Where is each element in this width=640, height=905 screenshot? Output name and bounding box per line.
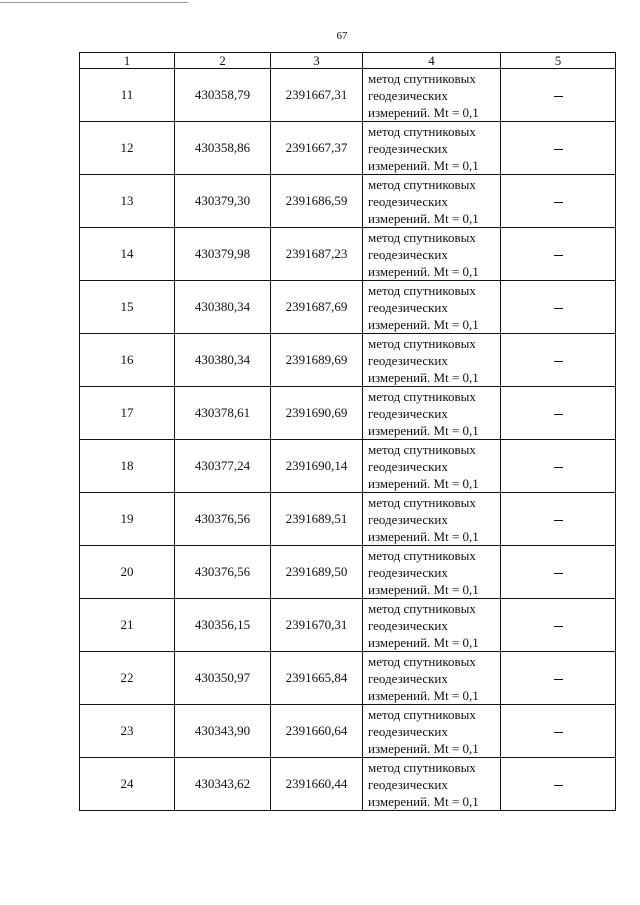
method-line-2: геодезических [368,246,448,262]
y-coordinate-cell: 2391687,23 [271,228,363,281]
method-line-3: измерений. Mt = 0,1 [368,740,479,756]
method-line-2: геодезических [368,670,448,686]
x-coordinate-cell: 430378,61 [175,387,271,440]
y-coordinate-cell: 2391660,44 [271,758,363,811]
dash-mark [554,520,563,521]
method-line-1: метод спутниковых [368,388,476,404]
method-line-3: измерений. Mt = 0,1 [368,157,479,173]
x-coordinate-cell: 430380,34 [175,334,271,387]
dash-mark [554,573,563,574]
column-5-cell [501,175,616,228]
column-5-cell [501,69,616,122]
method-line-1: метод спутниковых [368,494,476,510]
method-cell [363,228,501,281]
method-line-1: метод спутниковых [368,123,476,139]
column-5-cell [501,228,616,281]
method-cell [363,652,501,705]
column-5-cell [501,387,616,440]
column-5-cell [501,281,616,334]
point-number-cell: 11 [80,69,175,122]
x-coordinate-cell: 430379,98 [175,228,271,281]
method-line-3: измерений. Mt = 0,1 [368,634,479,650]
x-coordinate-cell: 430380,34 [175,281,271,334]
method-line-3: измерений. Mt = 0,1 [368,369,479,385]
y-coordinate-cell: 2391665,84 [271,652,363,705]
table-row [80,69,616,122]
method-line-1: метод спутниковых [368,229,476,245]
method-line-1: метод спутниковых [368,70,476,86]
point-number-cell: 15 [80,281,175,334]
method-line-1: метод спутниковых [368,335,476,351]
method-line-2: геодезических [368,564,448,580]
method-line-1: метод спутниковых [368,653,476,669]
method-line-1: метод спутниковых [368,282,476,298]
dash-mark [554,308,563,309]
table-row [80,493,616,546]
y-coordinate-cell: 2391686,59 [271,175,363,228]
column-header-4: 4 [363,53,501,69]
column-header-3: 3 [271,53,363,69]
column-header-5: 5 [501,53,616,69]
y-coordinate-cell: 2391687,69 [271,281,363,334]
method-line-3: измерений. Mt = 0,1 [368,263,479,279]
y-coordinate-cell: 2391660,64 [271,705,363,758]
x-coordinate-cell: 430376,56 [175,493,271,546]
table-row [80,705,616,758]
point-number-cell: 16 [80,334,175,387]
header-rule [0,2,188,3]
column-header-2: 2 [175,53,271,69]
method-cell [363,334,501,387]
header-row [80,53,616,69]
x-coordinate-cell: 430343,90 [175,705,271,758]
point-number-cell: 21 [80,599,175,652]
method-line-3: измерений. Mt = 0,1 [368,528,479,544]
table-row [80,758,616,811]
method-line-1: метод спутниковых [368,759,476,775]
method-cell [363,599,501,652]
point-number-cell: 13 [80,175,175,228]
column-5-cell [501,758,616,811]
method-line-2: геодезических [368,352,448,368]
method-line-2: геодезических [368,193,448,209]
y-coordinate-cell: 2391689,51 [271,493,363,546]
method-cell [363,387,501,440]
table-header [80,53,616,69]
method-cell [363,546,501,599]
y-coordinate-cell: 2391689,50 [271,546,363,599]
dash-mark [554,467,563,468]
table-row [80,122,616,175]
dash-mark [554,414,563,415]
column-5-cell [501,652,616,705]
method-line-2: геодезических [368,723,448,739]
column-5-cell [501,546,616,599]
point-number-cell: 17 [80,387,175,440]
method-line-3: измерений. Mt = 0,1 [368,475,479,491]
point-number-cell: 23 [80,705,175,758]
column-5-cell [501,122,616,175]
dash-mark [554,202,563,203]
column-5-cell [501,493,616,546]
x-coordinate-cell: 430377,24 [175,440,271,493]
x-coordinate-cell: 430356,15 [175,599,271,652]
method-cell [363,440,501,493]
y-coordinate-cell: 2391670,31 [271,599,363,652]
method-line-2: геодезических [368,511,448,527]
method-line-3: измерений. Mt = 0,1 [368,104,479,120]
dash-mark [554,785,563,786]
method-line-3: измерений. Mt = 0,1 [368,316,479,332]
coordinates-table [79,52,616,811]
y-coordinate-cell: 2391667,31 [271,69,363,122]
column-5-cell [501,440,616,493]
method-cell [363,122,501,175]
method-cell [363,758,501,811]
method-line-3: измерений. Mt = 0,1 [368,422,479,438]
column-5-cell [501,705,616,758]
dash-mark [554,732,563,733]
method-cell [363,175,501,228]
point-number-cell: 12 [80,122,175,175]
method-cell [363,493,501,546]
method-line-3: измерений. Mt = 0,1 [368,210,479,226]
table-row [80,546,616,599]
table-row [80,652,616,705]
y-coordinate-cell: 2391690,14 [271,440,363,493]
point-number-cell: 24 [80,758,175,811]
point-number-cell: 22 [80,652,175,705]
method-line-2: геодезических [368,458,448,474]
x-coordinate-cell: 430376,56 [175,546,271,599]
method-line-1: метод спутниковых [368,706,476,722]
table-row [80,334,616,387]
x-coordinate-cell: 430343,62 [175,758,271,811]
dash-mark [554,626,563,627]
table-row [80,281,616,334]
point-number-cell: 18 [80,440,175,493]
method-cell [363,705,501,758]
y-coordinate-cell: 2391690,69 [271,387,363,440]
column-header-1: 1 [80,53,175,69]
method-line-2: геодезических [368,299,448,315]
table-row [80,387,616,440]
x-coordinate-cell: 430350,97 [175,652,271,705]
dash-mark [554,361,563,362]
table-row [80,440,616,493]
method-line-2: геодезических [368,87,448,103]
table-row [80,175,616,228]
method-line-2: геодезических [368,617,448,633]
point-number-cell: 20 [80,546,175,599]
y-coordinate-cell: 2391689,69 [271,334,363,387]
method-line-1: метод спутниковых [368,547,476,563]
column-5-cell [501,599,616,652]
dash-mark [554,149,563,150]
method-line-2: геодезических [368,776,448,792]
dash-mark [554,96,563,97]
method-line-1: метод спутниковых [368,600,476,616]
x-coordinate-cell: 430379,30 [175,175,271,228]
column-5-cell [501,334,616,387]
method-line-2: геодезических [368,140,448,156]
dash-mark [554,679,563,680]
method-line-2: геодезических [368,405,448,421]
table-row [80,599,616,652]
method-line-1: метод спутниковых [368,176,476,192]
method-cell [363,281,501,334]
method-cell [363,69,501,122]
method-line-3: измерений. Mt = 0,1 [368,687,479,703]
x-coordinate-cell: 430358,79 [175,69,271,122]
dash-mark [554,255,563,256]
point-number-cell: 14 [80,228,175,281]
page-number: 67 [336,30,348,42]
table-body [80,69,616,811]
method-line-3: измерений. Mt = 0,1 [368,581,479,597]
method-line-1: метод спутниковых [368,441,476,457]
point-number-cell: 19 [80,493,175,546]
method-line-3: измерений. Mt = 0,1 [368,793,479,809]
y-coordinate-cell: 2391667,37 [271,122,363,175]
x-coordinate-cell: 430358,86 [175,122,271,175]
table-row [80,228,616,281]
